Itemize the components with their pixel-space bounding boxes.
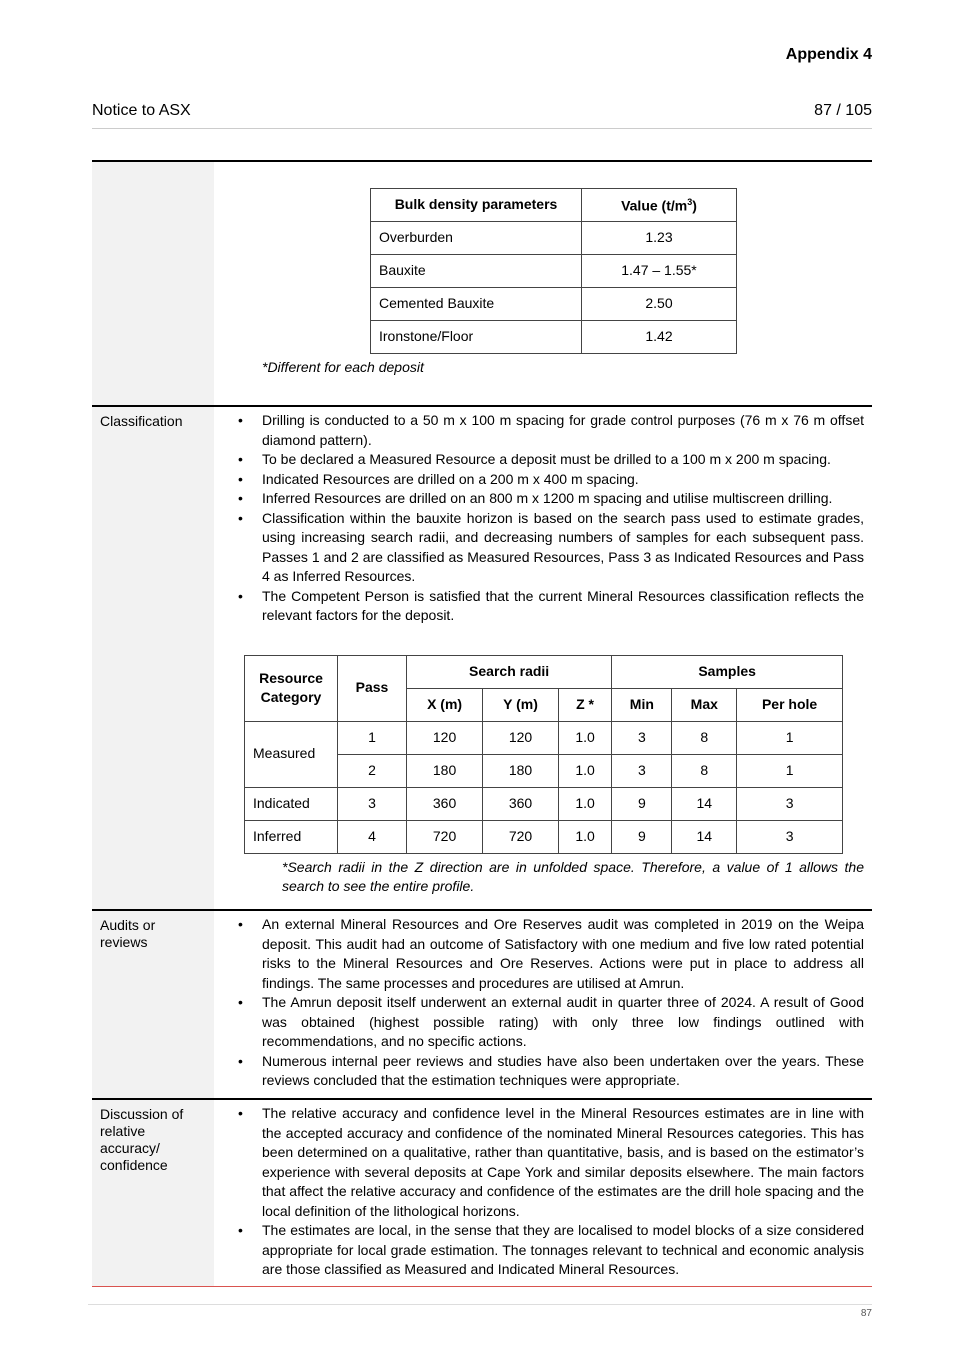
table-row (371, 321, 737, 354)
header-per-hole: Per hole (737, 688, 843, 721)
bulk-density-content (214, 162, 872, 405)
category-cell: Inferred (245, 820, 338, 853)
header-x: X (m) (407, 688, 483, 721)
list-item: • The Competent Person is satisfied that the current Mineral Resources classification reflects the relevant factors for the deposit. (224, 587, 864, 626)
table-row (371, 288, 737, 321)
min-cell: 9 (612, 787, 672, 820)
appendix-heading: Appendix 4 (785, 46, 872, 63)
max-cell: 8 (672, 721, 737, 754)
bulk-density-row (92, 162, 872, 405)
header-search-radii: Search radii (407, 655, 612, 688)
audits-content (214, 911, 872, 1098)
page-indicator: 87 / 105 (814, 102, 872, 119)
page-header (92, 102, 872, 129)
z-cell: 1.0 (558, 820, 611, 853)
value-cell: 1.42 (582, 321, 737, 354)
header-max: Max (672, 688, 737, 721)
list-item: • The relative accuracy and confidence level in the Mineral Resources estimates are in line with the accepted accuracy and confidence of the nominated Mineral Resources categories. This has been determined on a qualitative, rather than quantitative, basis, and is based on the estimator’s experience with several deposits at Cape York and similar deposits elsewhere. The main factors that affect the relative accuracy and confidence of the estimates are the drill hole spacing and the local definition of the lithological horizons. (224, 1104, 864, 1221)
header-y: Y (m) (483, 688, 559, 721)
pass-cell: 3 (338, 787, 407, 820)
search-pass-table (244, 655, 843, 854)
z-cell: 1.0 (558, 787, 611, 820)
audits-row (92, 909, 872, 1098)
per-hole-cell: 1 (737, 754, 843, 787)
list-item: • The estimates are local, in the sense that they are localised to model blocks of a size considered appropriate for local grade estimation. The tonnages relevant to technical and economic analysis are those classified as Measured and Indicated Mineral Resources. (224, 1221, 864, 1280)
x-cell: 180 (407, 754, 483, 787)
value-cell: 1.47 – 1.55* (582, 255, 737, 288)
discussion-content (214, 1100, 872, 1286)
header-pass: Pass (338, 655, 407, 721)
z-cell: 1.0 (558, 754, 611, 787)
classification-label: Classification (92, 407, 214, 909)
z-cell: 1.0 (558, 721, 611, 754)
per-hole-cell: 1 (737, 721, 843, 754)
per-hole-cell: 3 (737, 787, 843, 820)
param-cell: Cemented Bauxite (371, 288, 582, 321)
header-resource-category: Resource Category (245, 655, 338, 721)
list-item: • An external Mineral Resources and Ore Reserves audit was completed in 2019 on the Weipa deposit. This audit had an outcome of Satisfactory with one medium and five low rated potential risks to the Mineral Resources and Ore Reserves. Actions were put in place to address all findings. The same processes and procedures are utilised at Amrun. (224, 915, 864, 993)
x-cell: 360 (407, 787, 483, 820)
list-item: • Numerous internal peer reviews and studies have also been undertaken over the years. These reviews concluded that the estimation techniques were appropriate. (224, 1052, 864, 1091)
param-cell: Bauxite (371, 255, 582, 288)
table-row (245, 820, 843, 853)
y-cell: 720 (483, 820, 559, 853)
discussion-label: Discussion of relative accuracy/ confidence (92, 1100, 214, 1286)
header-samples: Samples (612, 655, 843, 688)
search-radii-note: *Search radii in the Z direction are in unfolded space. Therefore, a value of 1 allows the search to see the entire profile. (282, 858, 864, 894)
list-item: • The Amrun deposit itself underwent an external audit in quarter three of 2024. A result of Good was obtained (highest possible rating) with only three low findings outlined with recommendations, and no specific actions. (224, 993, 864, 1052)
pass-cell: 2 (338, 754, 407, 787)
pass-cell: 1 (338, 721, 407, 754)
table-row (245, 721, 843, 754)
discussion-bullets (224, 1104, 864, 1280)
bulk-density-label-cell (92, 162, 214, 405)
table-header-row (245, 655, 843, 688)
footer-divider (88, 1304, 872, 1305)
per-hole-cell: 3 (737, 820, 843, 853)
classification-content (214, 407, 872, 909)
bulk-density-table (370, 188, 737, 354)
max-cell: 14 (672, 787, 737, 820)
document-title: Notice to ASX (92, 102, 191, 119)
list-item: • Classification within the bauxite horizon is based on the search pass used to estimate grades, using increasing search radii, and decreasing numbers of samples for each subsequent pass. Passes 1 and 2 are classified as Measured Resources, Pass 3 as Indicated Resources and Pass 4 as Inferred Resources. (224, 509, 864, 587)
table-row (245, 787, 843, 820)
max-cell: 14 (672, 820, 737, 853)
y-cell: 120 (483, 721, 559, 754)
list-item: • Inferred Resources are drilled on an 800 m x 1200 m spacing and utilise multiscreen drilling. (224, 489, 864, 509)
audits-bullets (224, 915, 864, 1091)
min-cell: 3 (612, 721, 672, 754)
header-value: Value $(t/m^3)$ (582, 189, 737, 222)
min-cell: 3 (612, 754, 672, 787)
header-min: Min (612, 688, 672, 721)
list-item: • Drilling is conducted to a 50 m x 100 m spacing for grade control purposes (76 m x 76 m offset diamond pattern). (224, 411, 864, 450)
x-cell: 120 (407, 721, 483, 754)
list-item: • Indicated Resources are drilled on a 200 m x 400 m spacing. (224, 470, 864, 490)
pass-cell: 4 (338, 820, 407, 853)
classification-row (92, 405, 872, 909)
audits-label: Audits or reviews (92, 911, 214, 1098)
x-cell: 720 (407, 820, 483, 853)
discussion-row (92, 1098, 872, 1287)
header-bulk-density-parameters: Bulk density parameters (371, 189, 582, 222)
y-cell: 180 (483, 754, 559, 787)
table-row (371, 222, 737, 255)
bulk-density-note: *Different for each deposit (262, 359, 424, 375)
param-cell: Ironstone/Floor (371, 321, 582, 354)
param-cell: Overburden (371, 222, 582, 255)
table-row (371, 255, 737, 288)
value-cell: 1.23 (582, 222, 737, 255)
header-z: Z * (558, 688, 611, 721)
y-cell: 360 (483, 787, 559, 820)
value-cell: 2.50 (582, 288, 737, 321)
table-header-row (371, 189, 737, 222)
min-cell: 9 (612, 820, 672, 853)
max-cell: 8 (672, 754, 737, 787)
list-item: • To be declared a Measured Resource a deposit must be drilled to a 100 m x 200 m spacing. (224, 450, 864, 470)
criteria-table (92, 160, 872, 1287)
classification-bullets (224, 411, 864, 626)
category-cell: Indicated (245, 787, 338, 820)
category-cell: Measured (245, 721, 338, 787)
footer-page-number: 87 (860, 1308, 872, 1319)
